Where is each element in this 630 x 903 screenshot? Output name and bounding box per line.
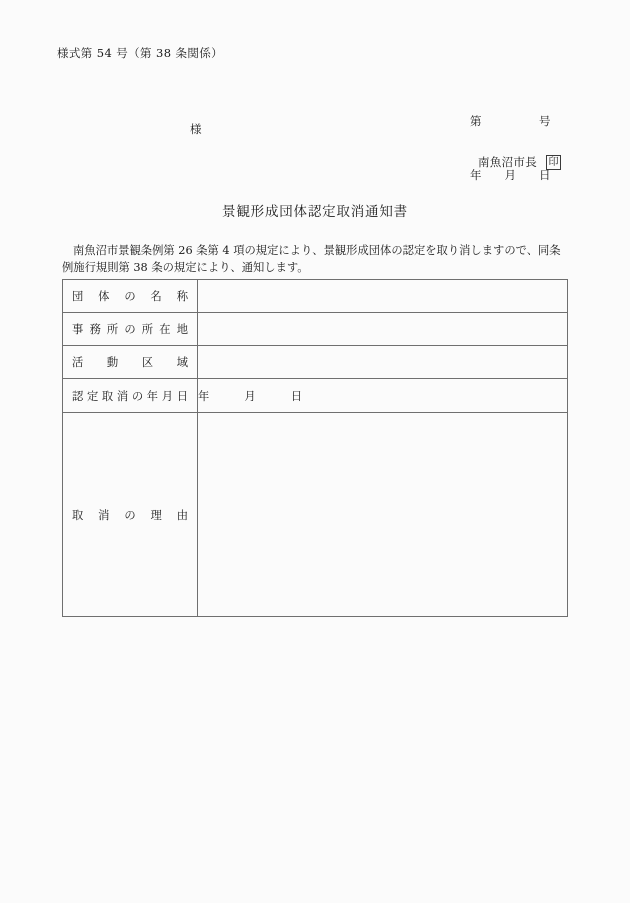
row-label: 事務所の所在地 (72, 323, 188, 336)
table-row (63, 346, 568, 379)
body-line-2: 例施行規則第 38 条の規定により、通知します。 (62, 260, 309, 274)
issuer-line (478, 154, 561, 170)
row-label-cell (63, 313, 198, 346)
document-date-line: 年 月 日 (470, 168, 551, 182)
row-value-cell[interactable] (198, 413, 568, 617)
row-value-cell[interactable] (198, 280, 568, 313)
addressee-honorific: 様 (190, 122, 202, 136)
body-paragraph (62, 243, 570, 276)
row-label-cell (63, 413, 198, 617)
page-title: 景観形成団体認定取消通知書 (222, 204, 408, 220)
row-label-cell (63, 280, 198, 313)
form-number: 様式第 54 号（第 38 条関係） (57, 46, 224, 60)
table-row (63, 379, 568, 413)
table-row (63, 413, 568, 617)
body-line-1: 南魚沼市景観条例第 26 条第 4 項の規定により、景観形成団体の認定を取り消しますので、同条 (73, 244, 561, 257)
seal-icon: 印 (546, 155, 561, 170)
document-meta (470, 76, 551, 220)
row-value-cell[interactable] (198, 346, 568, 379)
issuer-name: 南魚沼市長 (478, 155, 537, 169)
row-label: 認定取消の年月日 (72, 389, 188, 403)
row-value-cell[interactable]: 年 月 日 (198, 379, 568, 413)
row-label: 団体の名称 (72, 290, 188, 303)
row-label: 取消の理由 (72, 508, 188, 522)
row-label-cell (63, 379, 198, 413)
table-row (63, 313, 568, 346)
table-row (63, 280, 568, 313)
row-value-cell[interactable] (198, 313, 568, 346)
document-number-line: 第 号 (470, 114, 551, 128)
notification-form-table (62, 279, 568, 617)
row-label: 活動区域 (72, 356, 188, 369)
row-label-cell (63, 346, 198, 379)
